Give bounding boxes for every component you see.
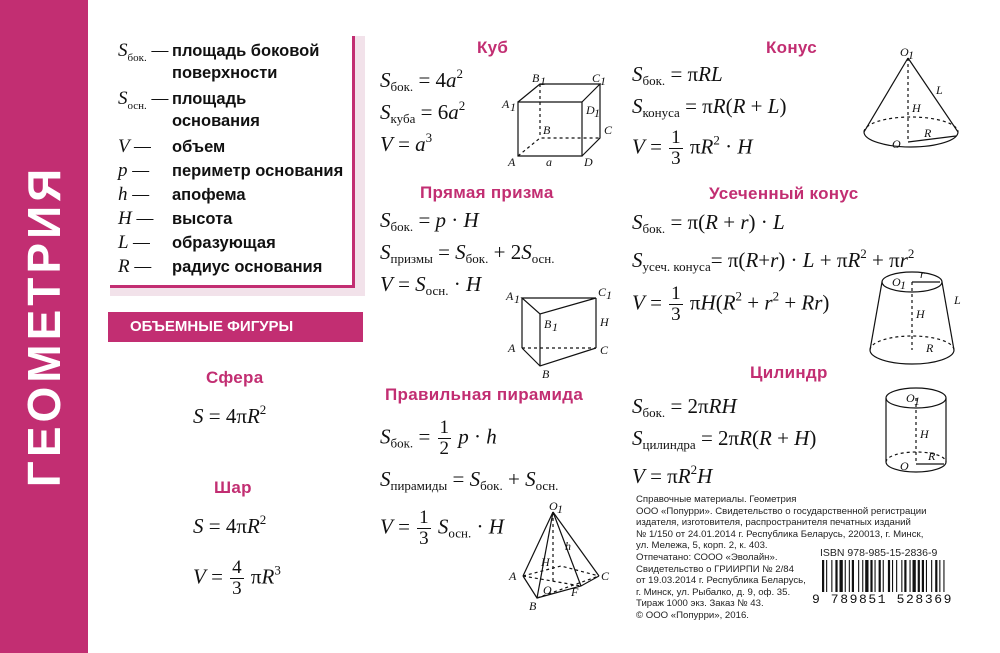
formula-cone-volume: V = $\frac{1}{3}$ $\pi R^2 \cdot H$ (632, 127, 753, 169)
heading-cylinder: Цилиндр (750, 363, 828, 382)
imprint-line: г. Минск, ул. Рыбалко, д. 9, оф. 35. (636, 586, 791, 598)
imprint-line: Тираж 1000 экз. Заказ № 43. (636, 598, 764, 610)
formula-cylinder-volume: $V = \pi R^2H$ (632, 462, 713, 488)
cone-label: R (924, 126, 932, 140)
formula-cylinder-side: $S_{бок.} = 2\pi RH$ (632, 394, 737, 420)
isbn-text: ISBN 978-985-15-2836-9 (820, 547, 938, 559)
pyramid-label: O (549, 499, 558, 513)
frustum-label: O (892, 275, 901, 289)
formula-cone-area: $S_{конуса} = \pi R(R + L)$ (632, 94, 787, 120)
cylinder-label: 1 (914, 394, 920, 408)
imprint-line: © ООО «Попурри», 2016. (636, 609, 749, 621)
cube-label: 1 (594, 106, 600, 120)
legend-item: R — радиус основания (118, 256, 323, 277)
heading-cone: Конус (766, 38, 818, 57)
cube-label: D (586, 103, 595, 117)
cube-label: D (584, 155, 593, 169)
cube-label: A (502, 97, 510, 111)
pyramid-label: O (543, 583, 552, 597)
heading-pyramid: Правильная пирамида (385, 385, 584, 404)
frustum-label: 1 (900, 278, 906, 292)
formula-cone-side: $S_{бок.} = \pi RL$ (632, 62, 723, 88)
prism-label: C (600, 343, 609, 357)
formula-cube-area: $S_{куба} = 6a^2$ (380, 98, 466, 126)
legend-item: H — высота (118, 208, 233, 229)
prism-label: H (600, 315, 609, 329)
prism-label: 1 (606, 288, 612, 302)
cone-label: L (936, 83, 943, 97)
cylinder-label: H (920, 427, 929, 441)
formula-pyramid-area: $S_{пирамиды} = S_{бок.} + S_{осн.}$ (380, 467, 559, 493)
cone-figure (856, 42, 976, 160)
pyramid-label: B (529, 599, 537, 613)
cube-label: B (532, 71, 540, 85)
cube-label: 1 (540, 74, 546, 88)
legend-shadow (110, 36, 365, 296)
cube-label: C (604, 123, 613, 137)
frustum-label: L (954, 293, 961, 307)
imprint-line: Свидетельство о ГРИИРПИ № 2/84 (636, 563, 794, 575)
cone-label: 1 (908, 48, 914, 62)
frustum-figure (862, 262, 978, 374)
heading-frustum: Усеченный конус (709, 184, 859, 203)
pyramid-label: C (601, 569, 610, 583)
heading-sphere: Сфера (206, 368, 264, 387)
formula-pyramid-side: $S_{бок.}$ = $\frac{1}{2}$ p · h (380, 417, 497, 459)
pyramid-figure (505, 498, 617, 616)
imprint-line: ул. Мележа, 5, корп. 2, к. 403. (636, 540, 768, 552)
cylinder-label: R (928, 449, 936, 463)
prism-label: A (508, 341, 516, 355)
legend-item: $S_{бок.}$ — площадь боковой поверхности (118, 40, 320, 82)
legend-item: h — апофема (118, 184, 246, 205)
prism-label: A (506, 289, 514, 303)
cone-label: H (912, 101, 921, 115)
section-header: ОБЪЕМНЫЕ ФИГУРЫ (108, 312, 363, 342)
frustum-label: R (926, 341, 934, 355)
sidebar-band (0, 0, 88, 653)
prism-label: B (544, 317, 552, 331)
legend-item: L — образующая (118, 232, 276, 253)
imprint-line: Отпечатано: СООО «Эволайн». (636, 551, 778, 563)
pyramid-label: h (565, 539, 571, 553)
cube-label: a (546, 155, 552, 169)
pyramid-label: A (509, 569, 517, 583)
pyramid-label: F (571, 585, 579, 599)
frustum-label: r (920, 267, 925, 281)
legend-item: p — периметр основания (118, 160, 344, 181)
cylinder-label: O (906, 391, 915, 405)
prism-label: B (542, 367, 550, 380)
imprint-line: издателя, изготовителя, распространителя печатных изданий (636, 517, 911, 529)
cube-figure (500, 64, 620, 174)
heading-prism: Прямая призма (420, 183, 554, 202)
legend-item: V — объем (118, 136, 226, 157)
formula-frustum-side: $S_{бок.} = \pi(R + r) \cdot L$ (632, 210, 785, 236)
prism-label: 1 (552, 320, 558, 334)
heading-ball: Шар (214, 478, 252, 497)
prism-label: C (598, 285, 607, 299)
cube-label: C (592, 71, 601, 85)
cone-label: O (892, 137, 901, 151)
barcode-number: 9 789851 528369 (812, 592, 954, 607)
imprint-line: № 1/150 от 24.01.2014 г. Республика Беларусь, 220013, г. Минск, (636, 528, 924, 540)
cone-label: O (900, 45, 909, 59)
formula-ball-volume: V = $\frac{4}{3}$ $\pi R^3$ (193, 557, 281, 599)
cube-label: A (508, 155, 516, 169)
formula-cylinder-area: $S_{цилиндра} = 2\pi R(R + H)$ (632, 426, 817, 452)
cube-label: 1 (600, 74, 606, 88)
prism-label: 1 (514, 292, 520, 306)
imprint-line: ООО «Попурри». Свидетельство о государственной регистрации (636, 505, 927, 517)
formula-ball-area: $S = 4\pi R^2$ (193, 512, 267, 538)
page-title: ГЕОМЕТРИЯ (18, 164, 70, 488)
pyramid-label: H (541, 555, 550, 569)
formula-prism-volume: $V = S_{осн.} \cdot H$ (380, 272, 482, 298)
cylinder-label: O (900, 459, 909, 473)
formula-prism-side: $S_{бок.} = p \cdot H$ (380, 208, 479, 234)
formula-pyramid-volume: V = $\frac{1}{3}$ $S_{осн.} \cdot H$ (380, 507, 504, 549)
formula-prism-area: $S_{призмы} = S_{бок.} + 2S_{осн.}$ (380, 240, 555, 266)
legend-box (110, 36, 355, 288)
formula-cube-side: $S_{бок.} = 4a^2$ (380, 66, 464, 94)
formula-cube-volume: $V = a^3$ (380, 130, 433, 156)
prism-figure (504, 284, 620, 380)
formula-frustum-volume: V = $\frac{1}{3}$ $\pi H(R^2 + r^2 + Rr)$ (632, 283, 830, 325)
cube-label: 1 (510, 100, 516, 114)
pyramid-label: 1 (557, 502, 563, 516)
formula-sphere: $S = 4\pi R^2$ (193, 402, 267, 428)
imprint-line: от 19.03.2014 г. Республика Беларусь, (636, 575, 806, 587)
cube-label: B (543, 123, 551, 137)
cylinder-figure (880, 380, 960, 480)
heading-cube: Куб (477, 38, 509, 57)
imprint-line: Справочные материалы. Геометрия (636, 494, 797, 505)
legend-item: $S_{осн.}$ — площадь основания (118, 88, 260, 130)
frustum-label: H (916, 307, 925, 321)
formula-frustum-area: $S_{усеч. конуса}= \pi(R+r) \cdot L + \pi R^2 + \pi r^2$ (632, 246, 915, 274)
